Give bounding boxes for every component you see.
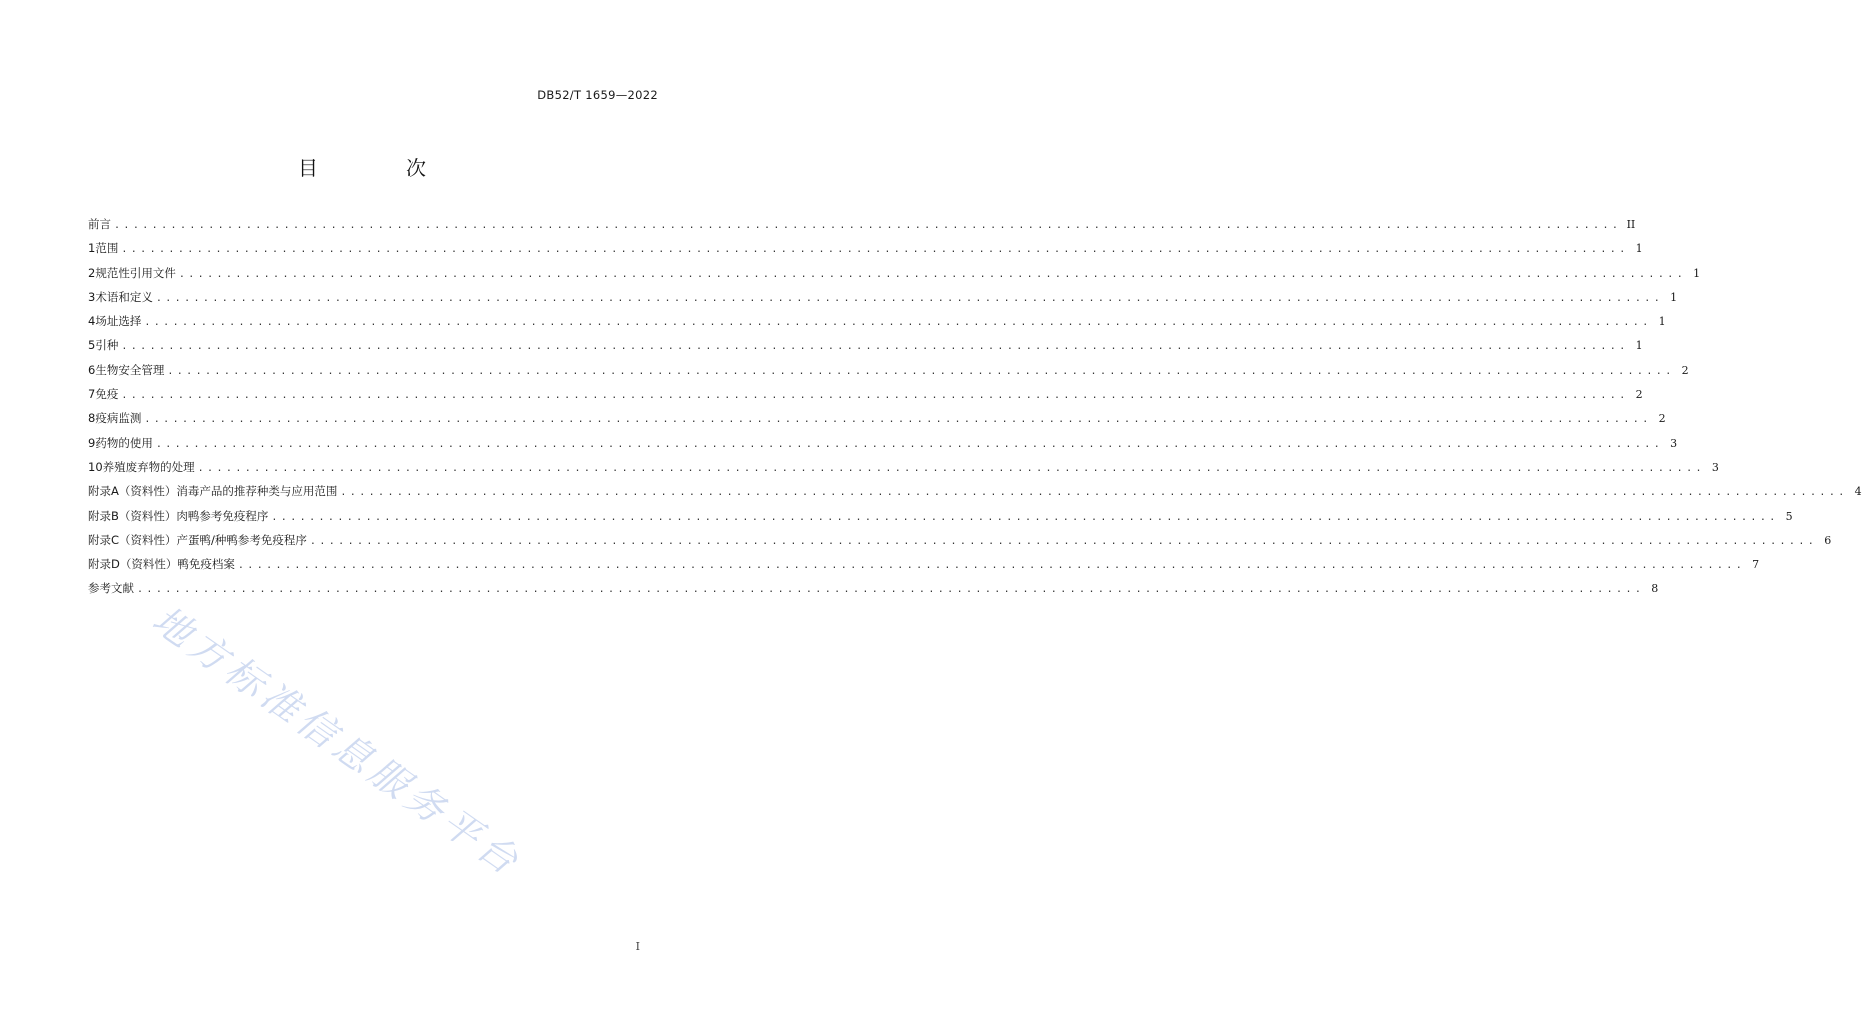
toc-entry-title: 药物的使用: [95, 435, 153, 450]
toc-title: 目 次: [298, 156, 460, 180]
toc-entry[interactable]: [88, 289, 1678, 313]
toc-entry[interactable]: [88, 265, 1701, 289]
toc-leader-dots: ................................................................................................................................................................: [121, 390, 1629, 402]
toc-leader-dots: ................................................................................................................................................................: [155, 438, 1664, 450]
toc-entry-number: 4: [88, 314, 96, 329]
toc-entry-number: 10: [88, 459, 103, 474]
toc-entry[interactable]: [88, 410, 1666, 434]
toc-leader-dots: ................................................................................................................................................................: [271, 511, 1779, 523]
toc-entry-title: 消毒产品的推荐种类与应用范围: [176, 484, 338, 499]
toc-entry-number: 1: [88, 241, 96, 256]
toc-entry-title: 前言: [88, 217, 111, 231]
toc-entry-page: 4: [1854, 485, 1862, 499]
watermark: 地方标准信息服务平台: [144, 597, 531, 886]
toc-entry-number: 6: [88, 362, 96, 377]
toc-leader-dots: ................................................................................................................................................................: [121, 244, 1629, 256]
toc-entry[interactable]: [88, 216, 1636, 240]
toc-entry-number: 8: [88, 411, 96, 426]
toc-entry-title: 参考文献: [88, 581, 134, 596]
toc-entry-page: 6: [1824, 533, 1832, 547]
toc-entry[interactable]: [88, 532, 1832, 556]
toc-entry-page: 1: [1670, 290, 1678, 304]
toc-leader-dots: ................................................................................................................................................................: [237, 560, 1746, 572]
page-number: I: [635, 940, 640, 953]
toc-list: [88, 216, 1862, 605]
toc-entry-title: 产蛋鸭/种鸭参考免疫程序: [176, 532, 307, 547]
toc-entry-page: 1: [1658, 315, 1666, 329]
toc-leader-dots: ................................................................................................................................................................: [144, 414, 1652, 426]
toc-leader-dots: ................................................................................................................................................................: [137, 584, 1645, 596]
toc-leader-dots: ................................................................................................................................................................: [340, 487, 1848, 499]
toc-entry-number: 9: [88, 435, 96, 450]
toc-entry-number: 5: [88, 338, 96, 353]
toc-leader-dots: ................................................................................................................................................................: [155, 292, 1664, 304]
toc-entry-page: 3: [1670, 436, 1678, 450]
toc-entry-title: 鸭免疫档案: [177, 557, 235, 572]
toc-entry-page: 1: [1693, 266, 1701, 280]
toc-leader-dots: ................................................................................................................................................................: [309, 535, 1818, 547]
toc-entry-page: 2: [1635, 388, 1643, 402]
toc-entry-title: 术语和定义: [95, 289, 153, 304]
toc-entry-page: 1: [1635, 242, 1643, 256]
toc-entry[interactable]: [88, 337, 1643, 361]
toc-entry-number: 3: [88, 289, 96, 304]
toc-entry-page: II: [1626, 218, 1636, 231]
toc-entry[interactable]: [88, 386, 1643, 410]
toc-entry-title: 引种: [95, 338, 119, 353]
toc-entry-title: 免疫: [95, 387, 119, 402]
toc-entry-page: 3: [1711, 460, 1719, 474]
toc-leader-dots: ................................................................................................................................................................: [114, 220, 1622, 231]
toc-entry[interactable]: [88, 483, 1862, 507]
toc-entry-appendix-label: 附录A（资料性）: [88, 484, 177, 499]
toc-entry-page: 7: [1752, 558, 1760, 572]
toc-entry-number: 7: [88, 387, 96, 402]
toc-entry-appendix-label: 附录D（资料性）: [88, 557, 178, 572]
toc-entry[interactable]: [88, 459, 1719, 483]
toc-entry[interactable]: [88, 508, 1793, 532]
toc-entry-number: 2: [88, 265, 96, 280]
toc-entry-page: 5: [1785, 509, 1793, 523]
toc-entry[interactable]: [88, 556, 1760, 580]
toc-entry-appendix-label: 附录B（资料性）: [88, 508, 177, 523]
toc-entry-title: 生物安全管理: [95, 362, 165, 377]
toc-entry-page: 8: [1651, 582, 1659, 596]
toc-entry-title: 场址选择: [95, 314, 142, 329]
toc-entry-title: 肉鸭参考免疫程序: [176, 508, 269, 523]
toc-entry-page: 2: [1681, 363, 1689, 377]
toc-entry-page: 1: [1635, 339, 1643, 353]
toc-entry-appendix-label: 附录C（资料性）: [88, 532, 177, 547]
toc-entry[interactable]: [88, 240, 1643, 264]
toc-leader-dots: ................................................................................................................................................................: [178, 268, 1687, 280]
toc-entry[interactable]: [88, 313, 1666, 337]
toc-entry[interactable]: [88, 580, 1659, 604]
toc-leader-dots: ................................................................................................................................................................: [197, 462, 1705, 474]
toc-entry-title: 疫病监测: [95, 411, 142, 426]
toc-entry[interactable]: [88, 435, 1678, 459]
toc-entry-title: 养殖废弃物的处理: [102, 459, 195, 474]
toc-leader-dots: ................................................................................................................................................................: [144, 317, 1652, 329]
toc-entry[interactable]: [88, 362, 1689, 386]
toc-entry-title: 规范性引用文件: [95, 265, 176, 280]
toc-leader-dots: ................................................................................................................................................................: [121, 341, 1629, 353]
document-code: DB52/T 1659—2022: [537, 88, 658, 102]
toc-leader-dots: ................................................................................................................................................................: [167, 365, 1675, 377]
toc-entry-page: 2: [1658, 412, 1666, 426]
toc-entry-title: 范围: [95, 241, 119, 256]
